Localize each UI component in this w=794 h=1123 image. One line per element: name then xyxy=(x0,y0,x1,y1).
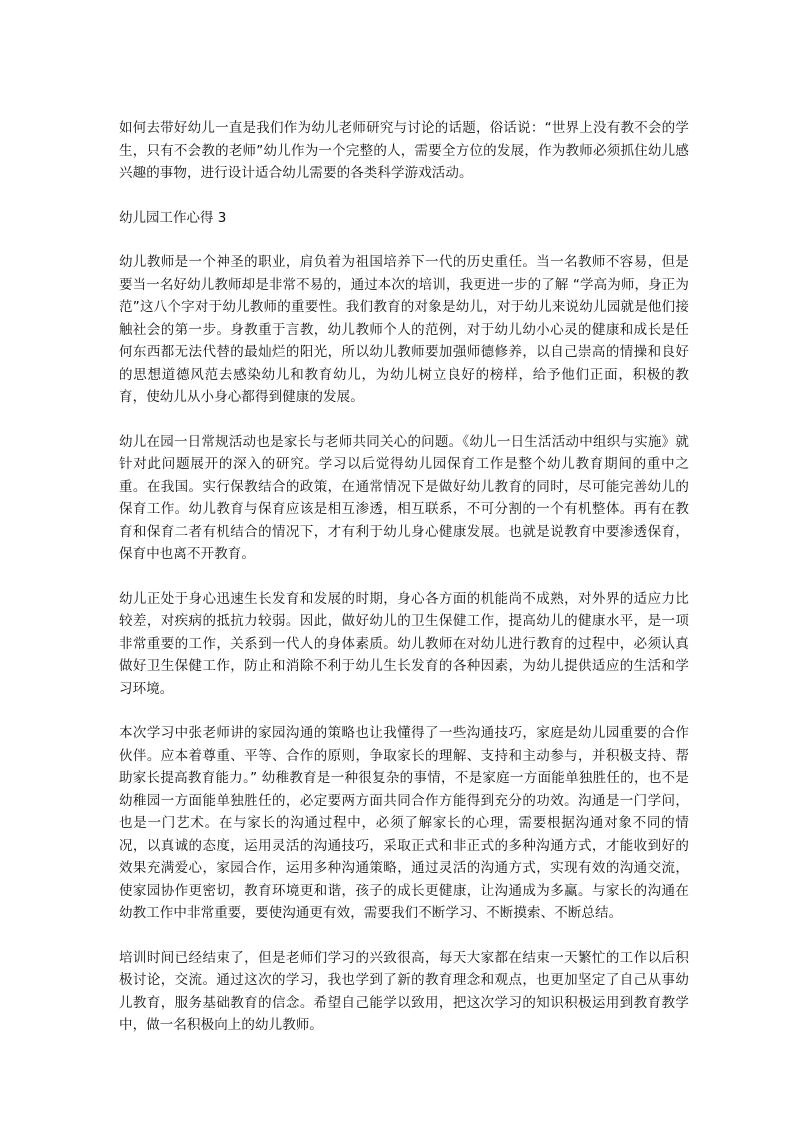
intro-paragraph: 如何去带好幼儿一直是我们作为幼儿老师研究与讨论的话题，俗话说：“世界上没有教不会的学生，只有不会教的老师”幼儿作为一个完整的人，需要全方位的发展，作为教师必须抓住幼儿感兴趣的事物，进行设计适合幼儿需要的各类科学游戏活动。 xyxy=(119,120,689,181)
body-paragraph-5: 培训时间已经结束了，但是老师们学习的兴致很高，每天大家都在结束一天繁忙的工作以后积极讨论，交流。通过这次的学习，我也学到了新的教育理念和观点，也更加坚定了自己从事幼儿教育，服务基础教育的信念。希望自己能学以致用，把这次学习的知识积极运用到教育教学中，做一名积极向上的幼儿教师。 xyxy=(119,949,689,1033)
body-paragraph-4: 本次学习中张老师讲的家园沟通的策略也让我懂得了一些沟通技巧，家庭是幼儿园重要的合作伙伴。应本着尊重、平等、合作的原则，争取家长的理解、支持和主动参与，并积极支持、帮助家长提高教育能力。” 幼稚教育是一种很复杂的事情，不是家庭一方面能单独胜任的，也不是幼稚园一方面能单独胜任的，必定要两方面共同合作方能得到充分的功效。沟通是一门学问，也是一门艺术。在与家长的沟通过程中，必须了解家长的心理，需要根据沟通对象不同的情况，以真诚的态度，运用灵活的沟通技巧，采取正式和非正式的多种沟通方式，才能收到好的效果充满爱心，家园合作，运用多种沟通策略，通过灵活的沟通方式，实现有效的沟通交流，使家园协作更密切，教育环境更和谐，孩子的成长更健康，让沟通成为多赢。与家长的沟通在幼教工作中非常重要，要使沟通更有效，需要我们不断学习、不断摸索、不断总结。 xyxy=(119,725,689,921)
body-paragraph-1: 幼儿教师是一个神圣的职业，肩负着为祖国培养下一代的历史重任。当一名教师不容易，但是要当一名好幼儿教师却是非常不易的，通过本次的培训，我更进一步的了解 “学高为师，身正为范”这八个字对于幼儿教师的重要性。我们教育的对象是幼儿，对于幼儿来说幼儿园就是他们接触社会的第一步。身教重于言教，幼儿教师个人的范例，对于幼儿幼小心灵的健康和成长是任何东西都无法代替的最灿烂的阳光，所以幼儿教师要加强师德修养，以自己崇高的情操和良好的思想道德风范去感染幼儿和教育幼儿，为幼儿树立良好的榜样，给予他们正面，积极的教育，使幼儿从小身心都得到健康的发展。 xyxy=(119,254,689,405)
body-paragraph-3: 幼儿正处于身心迅速生长发育和发展的时期，身心各方面的机能尚不成熟，对外界的适应力比较差，对疾病的抵抗力较弱。因此，做好幼儿的卫生保健工作，提高幼儿的健康水平，是一项非常重要的工作，关系到一代人的身体素质。幼儿教师在对幼儿进行教育的过程中，必须认真做好卫生保健工作，防止和消除不利于幼儿生长发育的各种因素，为幼儿提供适应的生活和学习环境。 xyxy=(119,590,689,697)
document-body xyxy=(119,117,689,1059)
body-paragraph-2: 幼儿在园一日常规活动也是家长与老师共同关心的问题。《幼儿一日生活活动中组织与实施》就针对此问题展开的深入的研究。学习以后觉得幼儿园保育工作是整个幼儿教育期间的重中之重。在我国。实行保教结合的政策，在通常情况下是做好幼儿教育的同时，尽可能完善幼儿的保育工作。幼儿教育与保育应该是相互渗透，相互联系，不可分割的一个有机整体。再有在教育和保育二者有机结合的情况下，才有利于幼儿身心健康发展。也就是说教育中要渗透保育，保育中也离不开教育。 xyxy=(119,433,689,562)
section-heading: 幼儿园工作心得 3 xyxy=(119,209,227,226)
